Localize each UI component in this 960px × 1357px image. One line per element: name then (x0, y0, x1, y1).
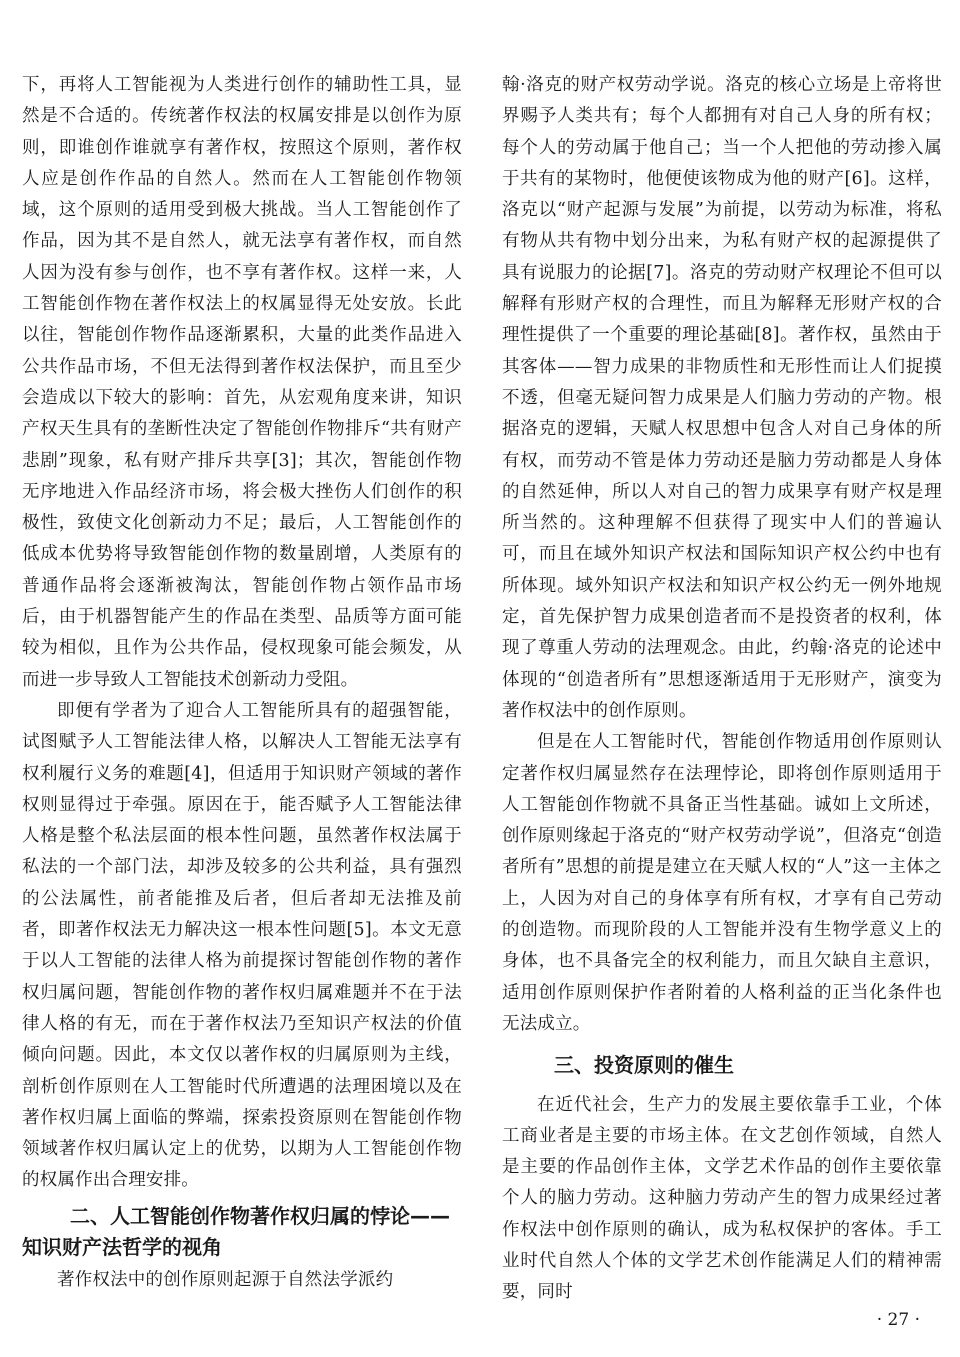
page-number: · 27 · (876, 1310, 920, 1330)
section-heading-3: 三、投资原则的催生 (554, 1053, 734, 1078)
left-column (22, 70, 462, 1297)
section-heading-2: 二、人工智能创作物著作权归属的悖论——知识财产法哲学的视角 (22, 1203, 450, 1259)
right-paragraph-1: 翰·洛克的财产权劳动学说。洛克的核心立场是上帝将世界赐予人类共有；每个人都拥有对自己人身的所有权；每个人的劳动属于他自己；当一个人把他的劳动掺入属于共有的某物时，他便使该物成为他的财产[6]。这样，洛克以“财产起源与发展”为前提，以劳动为标准，将私有物从共有物中划分出来，为私有财产权的起源提供了具有说服力的论据[7]。洛克的劳动财产权理论不但可以解释有形财产权的合理性，而且为解释无形财产权的合理性提供了一个重要的理论基础[8]。著作权，虽然由于其客体——智力成果的非物质性和无形性而让人们捉摸不透，但毫无疑问智力成果是人们脑力劳动的产物。根据洛克的逻辑，天赋人权思想中包含人对自己身体的所有权，而劳动不管是体力劳动还是脑力劳动都是人身体的自然延伸，所以人对自己的智力成果享有财产权是理所当然的。这种理解不但获得了现实中人们的普遍认可，而且在域外知识产权法和国际知识产权公约中也有所体现。域外知识产权法和知识产权公约无一例外地规定，首先保护智力成果创造者而不是投资者的权利，体现了尊重人劳动的法理观念。由此，约翰·洛克的论述中体现的“创造者所有”思想逐渐适用于无形财产，演变为著作权法中的创作原则。 (502, 75, 942, 721)
right-paragraph-2: 但是在人工智能时代，智能创作物适用创作原则认定著作权归属显然存在法理悖论，即将创作原则适用于人工智能创作物就不具备正当性基础。诚如上文所述，创作原则缘起于洛克的“财产权劳动学说”，但洛克“创造者所有”思想的前提是建立在天赋人权的“人”这一主体之上，人因为对自己的身体享有所有权，才享有自己劳动的创造物。而现阶段的人工智能并没有生物学意义上的身体，也不具备完全的权利能力，而且欠缺自主意识，适用创作原则保护作者附着的人格利益的正当化条件也无法成立。 (502, 732, 942, 1034)
left-paragraph-1: 下，再将人工智能视为人类进行创作的辅助性工具，显然是不合适的。传统著作权法的权属安排是以创作为原则，即谁创作谁就享有著作权，按照这个原则，著作权人应是创作作品的自然人。然而在人工智能创作物领域，这个原则的适用受到极大挑战。当人工智能创作了作品，因为其不是自然人，就无法享有著作权，而自然人因为没有参与创作，也不享有著作权。这样一来，人工智能创作物在著作权法上的权属显得无处安放。长此以往，智能创作物作品逐渐累积，大量的此类作品进入公共作品市场，不但无法得到著作权法保护，而且至少会造成以下较大的影响：首先，从宏观角度来讲，知识产权天生具有的垄断性决定了智能创作物排斥“共有财产悲剧”现象，私有财产排斥共享[3]；其次，智能创作物无序地进入作品经济市场，将会极大挫伤人们创作的积极性，致使文化创新动力不足；最后，人工智能创作的低成本优势将导致智能创作物的数量剧增，人类原有的普通作品将会逐渐被淘汰，智能创作物占领作品市场后，由于机器智能产生的作品在类型、品质等方面可能较为相似，且作为公共作品，侵权现象可能会频发，从而进一步导致人工智能技术创新动力受阻。 (22, 75, 462, 690)
right-column (502, 70, 942, 1309)
right-paragraph-3: 在近代社会，生产力的发展主要依靠手工业，个体工商业者是主要的市场主体。在文艺创作领域，自然人是主要的作品创作主体，文学艺术作品的创作主要依靠个人的脑力劳动。这种脑力劳动产生的智力成果经过著作权法中创作原则的确认，成为私权保护的客体。手工业时代自然人个体的文学艺术创作能满足人们的精神需要，同时 (502, 1094, 942, 1303)
left-paragraph-2: 即便有学者为了迎合人工智能所具有的超强智能，试图赋予人工智能法律人格，以解决人工智能无法享有权利履行义务的难题[4]，但适用于知识财产领域的著作权则显得过于牵强。原因在于，能否赋予人工智能法律人格是整个私法层面的根本性问题，虽然著作权法属于私法的一个部门法，却涉及较多的公共利益，具有强烈的公法属性，前者能推及后者，但后者却无法推及前者，即著作权法无力解决这一根本性问题[5]。本文无意于以人工智能的法律人格为前提探讨智能创作物的著作权归属问题，智能创作物的著作权归属难题并不在于法律人格的有无，而在于著作权法乃至知识产权法的价值倾向问题。因此，本文仅以著作权的归属原则为主线，剖析创作原则在人工智能时代所遭遇的法理困境以及在著作权归属上面临的弊端，探索投资原则在智能创作物领域著作权归属认定上的优势，以期为人工智能创作物的权属作出合理安排。 (22, 700, 462, 1191)
left-paragraph-3: 著作权法中的创作原则起源于自然法学派约 (57, 1270, 394, 1291)
